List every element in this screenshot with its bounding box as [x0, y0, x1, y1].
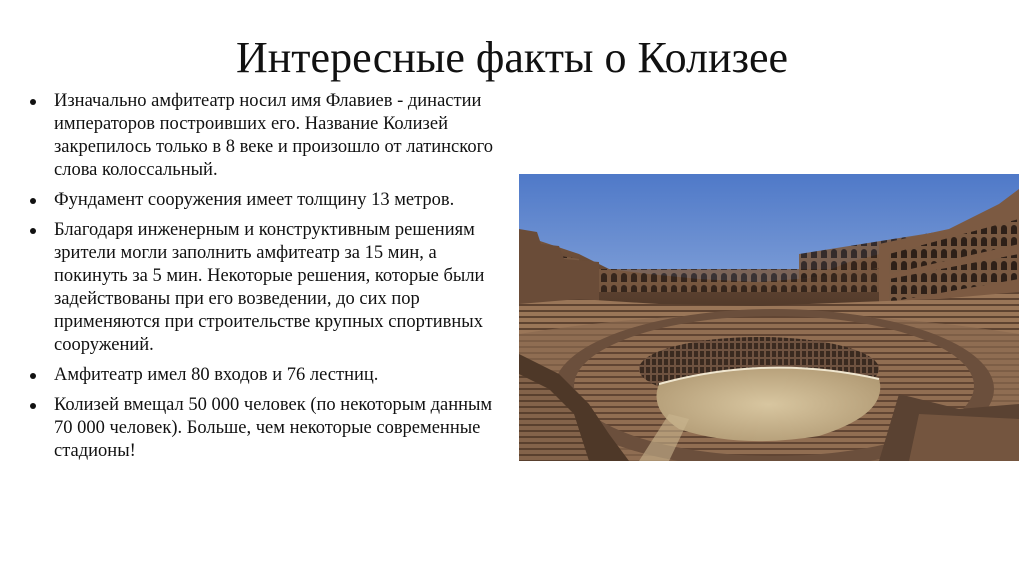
bullet-item — [30, 394, 505, 463]
bullet-dot-icon — [30, 198, 36, 204]
bullet-list — [30, 90, 505, 470]
colosseum-photo — [519, 174, 1019, 461]
bullet-dot-icon — [30, 403, 36, 409]
bullet-text: Благодаря инженерным и конструктивным решениям зрители могли заполнить амфитеатр за 15 мин, а покинуть за 5 мин. Некоторые решения, которые были задействованы при его возведении, до сих пор применяются при строительстве крупных спортивных сооружений. — [54, 220, 485, 355]
bullet-item — [30, 219, 505, 357]
bullet-text: Амфитеатр имел 80 входов и 76 лестниц. — [54, 365, 379, 385]
bullet-item — [30, 189, 505, 212]
slide-title: Интересные факты о Колизее — [235, 33, 789, 82]
bullet-text: Фундамент сооружения имеет толщину 13 метров. — [54, 190, 455, 210]
colosseum-illustration — [519, 174, 1019, 461]
bullet-dot-icon — [30, 99, 36, 105]
bullet-text: Изначально амфитеатр носил имя Флавиев - династии императоров построивших его. Название Колизей закрепилось только в 8 веке и произошло от латинского слова колоссальный. — [54, 91, 493, 180]
bullet-item — [30, 90, 505, 182]
bullet-item — [30, 364, 505, 387]
bullet-dot-icon — [30, 373, 36, 379]
bullet-dot-icon — [30, 228, 36, 234]
bullet-text: Колизей вмещал 50 000 человек (по некоторым данным 70 000 человек). Больше, чем некоторые современные стадионы! — [54, 395, 493, 461]
